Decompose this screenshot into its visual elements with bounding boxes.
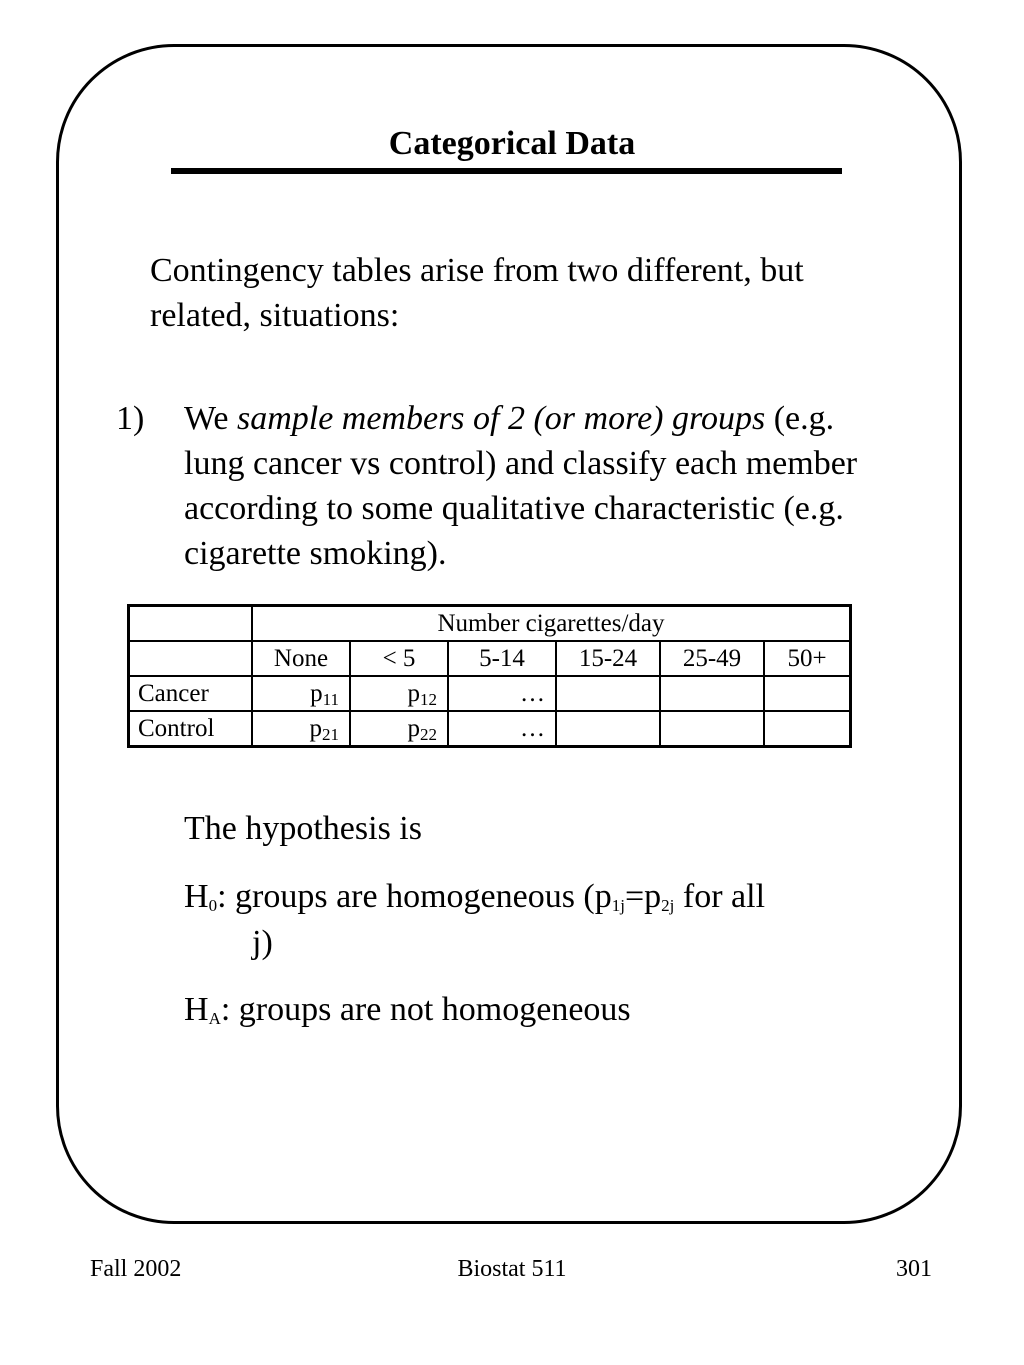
table-cell: $p_{22}$	[350, 711, 448, 747]
column-header: 50+	[764, 641, 851, 676]
table-cell	[556, 676, 660, 711]
list-item-number: 1)	[116, 400, 145, 437]
list-item-text	[184, 396, 884, 576]
column-header: None	[252, 641, 350, 676]
column-header: 15-24	[556, 641, 660, 676]
row-label: Cancer	[129, 676, 253, 711]
intro-paragraph: Contingency tables arise from two different, but related, situations:	[150, 252, 804, 334]
table-cell: …	[448, 676, 556, 711]
null-hypothesis-continuation: j)	[252, 924, 273, 961]
table-cell	[764, 676, 851, 711]
footer-term: Fall 2002	[90, 1256, 182, 1282]
table-row	[129, 711, 851, 747]
column-header: 5-14	[448, 641, 556, 676]
slide-title: Categorical Data	[388, 125, 636, 162]
table-cell: $p_{21}$	[252, 711, 350, 747]
title-underline	[171, 168, 842, 174]
table-cell: $p_{11}$	[252, 676, 350, 711]
table-cell: …	[448, 711, 556, 747]
footer-course: Biostat 511	[457, 1256, 567, 1282]
table-corner-cell	[129, 606, 253, 642]
item-text-italic: sample members of 2 (or more) groups	[236, 400, 766, 437]
table-cell	[556, 711, 660, 747]
row-label: Control	[129, 711, 253, 747]
table-cell	[660, 711, 764, 747]
alternative-hypothesis: $H_A$: groups are not homogeneous	[184, 991, 631, 1028]
item-text-end: (e.g. lung cancer vs control) and classify each member according to some qualitative characteristic (e.g. cigarette smoking).	[184, 400, 858, 572]
table-cell: $p_{12}$	[350, 676, 448, 711]
table-cell	[764, 711, 851, 747]
table-corner-cell	[129, 641, 253, 676]
table-row	[129, 676, 851, 711]
footer-page-number: 301	[896, 1256, 932, 1282]
item-text-start: We	[184, 400, 237, 437]
table-cell	[660, 676, 764, 711]
table-group-header: Number cigarettes/day	[252, 606, 851, 642]
null-hypothesis: $H_0$: groups are homogeneous ($p_{1j}=p_{2j}$ for all	[184, 878, 766, 915]
column-header: 25-49	[660, 641, 764, 676]
table-column-header-row	[129, 641, 851, 676]
table-header-row	[129, 606, 851, 642]
contingency-table	[127, 604, 852, 748]
hypothesis-intro: The hypothesis is	[184, 810, 422, 847]
column-header: < 5	[350, 641, 448, 676]
